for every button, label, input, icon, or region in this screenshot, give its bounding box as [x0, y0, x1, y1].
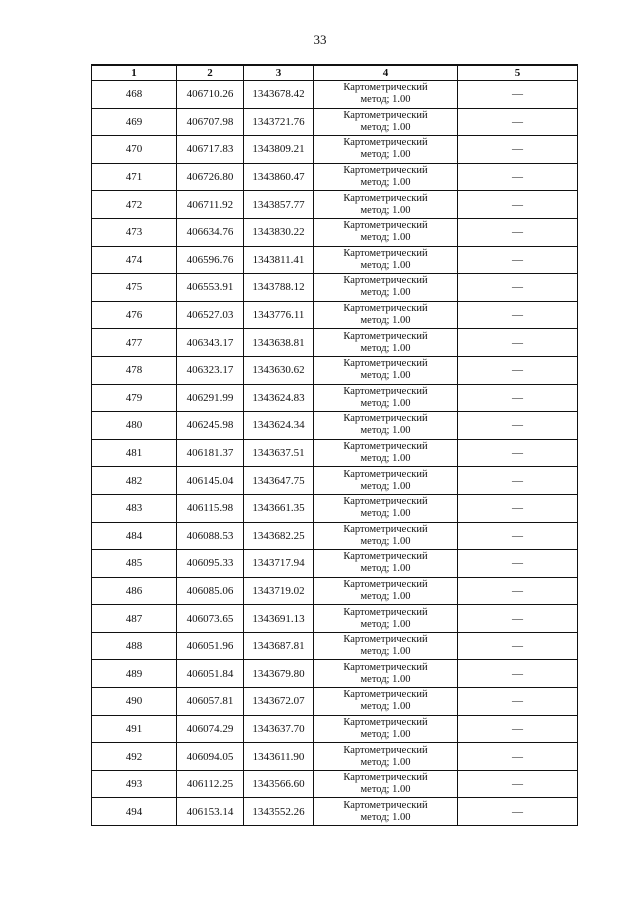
y-coordinate-cell: 1343624.83 [244, 384, 314, 412]
x-coordinate-cell: 406095.33 [177, 550, 244, 578]
column-header-3: 3 [244, 65, 314, 81]
point-number-cell: 486 [92, 577, 177, 605]
method-accuracy: метод; 1.00 [360, 673, 411, 685]
method-cell [314, 522, 458, 550]
method-accuracy: метод; 1.00 [360, 397, 411, 409]
method-name: Картометрический [343, 578, 428, 590]
method-name: Картометрический [343, 634, 428, 646]
note-cell: — [458, 770, 578, 798]
x-coordinate-cell: 406094.05 [177, 743, 244, 771]
method-cell [314, 798, 458, 826]
x-coordinate-cell: 406323.17 [177, 356, 244, 384]
method-cell [314, 632, 458, 660]
y-coordinate-cell: 1343776.11 [244, 301, 314, 329]
point-number-cell: 482 [92, 467, 177, 495]
method-cell [314, 467, 458, 495]
method-name: Картометрический [343, 303, 428, 315]
method-cell [314, 715, 458, 743]
column-header-2: 2 [177, 65, 244, 81]
point-number-cell: 488 [92, 632, 177, 660]
table-row [92, 356, 578, 384]
method-name: Картометрический [343, 192, 428, 204]
y-coordinate-cell: 1343788.12 [244, 274, 314, 302]
method-name: Картометрический [343, 109, 428, 121]
table-row [92, 715, 578, 743]
method-name: Картометрический [343, 247, 428, 259]
point-number-cell: 479 [92, 384, 177, 412]
x-coordinate-cell: 406051.96 [177, 632, 244, 660]
method-accuracy: метод; 1.00 [360, 259, 411, 271]
table-row [92, 522, 578, 550]
y-coordinate-cell: 1343661.35 [244, 494, 314, 522]
x-coordinate-cell: 406073.65 [177, 605, 244, 633]
table-row [92, 218, 578, 246]
x-coordinate-cell: 406153.14 [177, 798, 244, 826]
method-accuracy: метод; 1.00 [360, 756, 411, 768]
note-cell: — [458, 412, 578, 440]
method-accuracy: метод; 1.00 [360, 149, 411, 161]
table-row [92, 191, 578, 219]
method-name: Картометрический [343, 799, 428, 811]
column-header-4: 4 [314, 65, 458, 81]
y-coordinate-cell: 1343647.75 [244, 467, 314, 495]
column-header-1: 1 [92, 65, 177, 81]
y-coordinate-cell: 1343611.90 [244, 743, 314, 771]
note-cell: — [458, 218, 578, 246]
method-cell [314, 660, 458, 688]
x-coordinate-cell: 406707.98 [177, 108, 244, 136]
method-cell [314, 246, 458, 274]
point-number-cell: 480 [92, 412, 177, 440]
method-cell [314, 356, 458, 384]
note-cell: — [458, 439, 578, 467]
point-number-cell: 493 [92, 770, 177, 798]
method-name: Картометрический [343, 220, 428, 232]
table-row [92, 770, 578, 798]
method-accuracy: метод; 1.00 [360, 701, 411, 713]
method-cell [314, 743, 458, 771]
y-coordinate-cell: 1343672.07 [244, 688, 314, 716]
x-coordinate-cell: 406145.04 [177, 467, 244, 495]
note-cell: — [458, 246, 578, 274]
note-cell: — [458, 605, 578, 633]
y-coordinate-cell: 1343721.76 [244, 108, 314, 136]
method-accuracy: метод; 1.00 [360, 232, 411, 244]
note-cell: — [458, 163, 578, 191]
method-cell [314, 191, 458, 219]
point-number-cell: 492 [92, 743, 177, 771]
table-row [92, 743, 578, 771]
method-cell [314, 218, 458, 246]
note-cell: — [458, 577, 578, 605]
table-row [92, 605, 578, 633]
note-cell: — [458, 384, 578, 412]
y-coordinate-cell: 1343637.70 [244, 715, 314, 743]
note-cell: — [458, 81, 578, 109]
y-coordinate-cell: 1343682.25 [244, 522, 314, 550]
point-number-cell: 485 [92, 550, 177, 578]
table-row [92, 577, 578, 605]
method-cell [314, 494, 458, 522]
method-accuracy: метод; 1.00 [360, 508, 411, 520]
note-cell: — [458, 522, 578, 550]
x-coordinate-cell: 406245.98 [177, 412, 244, 440]
x-coordinate-cell: 406057.81 [177, 688, 244, 716]
coordinates-table [91, 64, 578, 826]
point-number-cell: 473 [92, 218, 177, 246]
point-number-cell: 471 [92, 163, 177, 191]
method-accuracy: метод; 1.00 [360, 811, 411, 823]
method-name: Картометрический [343, 716, 428, 728]
method-cell [314, 688, 458, 716]
method-name: Картометрический [343, 551, 428, 563]
x-coordinate-cell: 406527.03 [177, 301, 244, 329]
method-name: Картометрический [343, 385, 428, 397]
point-number-cell: 476 [92, 301, 177, 329]
note-cell: — [458, 798, 578, 826]
note-cell: — [458, 301, 578, 329]
y-coordinate-cell: 1343552.26 [244, 798, 314, 826]
method-accuracy: метод; 1.00 [360, 453, 411, 465]
note-cell: — [458, 632, 578, 660]
point-number-cell: 470 [92, 136, 177, 164]
method-accuracy: метод; 1.00 [360, 370, 411, 382]
x-coordinate-cell: 406711.92 [177, 191, 244, 219]
method-cell [314, 384, 458, 412]
x-coordinate-cell: 406112.25 [177, 770, 244, 798]
table-header-row [92, 65, 578, 81]
method-accuracy: метод; 1.00 [360, 590, 411, 602]
point-number-cell: 481 [92, 439, 177, 467]
note-cell: — [458, 136, 578, 164]
y-coordinate-cell: 1343624.34 [244, 412, 314, 440]
table-row [92, 384, 578, 412]
y-coordinate-cell: 1343566.60 [244, 770, 314, 798]
method-cell [314, 770, 458, 798]
point-number-cell: 478 [92, 356, 177, 384]
page-number: 33 [313, 32, 327, 47]
point-number-cell: 489 [92, 660, 177, 688]
x-coordinate-cell: 406085.06 [177, 577, 244, 605]
point-number-cell: 494 [92, 798, 177, 826]
method-accuracy: метод; 1.00 [360, 563, 411, 575]
method-accuracy: метод; 1.00 [360, 287, 411, 299]
method-name: Картометрический [343, 165, 428, 177]
point-number-cell: 477 [92, 329, 177, 357]
method-cell [314, 439, 458, 467]
note-cell: — [458, 274, 578, 302]
column-header-5: 5 [458, 65, 578, 81]
method-name: Картометрический [343, 358, 428, 370]
table-row [92, 274, 578, 302]
table-row [92, 550, 578, 578]
method-accuracy: метод; 1.00 [360, 784, 411, 796]
table-row [92, 246, 578, 274]
point-number-cell: 484 [92, 522, 177, 550]
table-row [92, 329, 578, 357]
table-row [92, 163, 578, 191]
method-accuracy: метод; 1.00 [360, 342, 411, 354]
table-row [92, 660, 578, 688]
x-coordinate-cell: 406088.53 [177, 522, 244, 550]
method-accuracy: метод; 1.00 [360, 618, 411, 630]
method-accuracy: метод; 1.00 [360, 480, 411, 492]
method-cell [314, 81, 458, 109]
method-name: Картометрический [343, 496, 428, 508]
point-number-cell: 487 [92, 605, 177, 633]
x-coordinate-cell: 406726.80 [177, 163, 244, 191]
method-cell [314, 412, 458, 440]
y-coordinate-cell: 1343678.42 [244, 81, 314, 109]
table-row [92, 136, 578, 164]
note-cell: — [458, 467, 578, 495]
y-coordinate-cell: 1343637.51 [244, 439, 314, 467]
method-accuracy: метод; 1.00 [360, 315, 411, 327]
note-cell: — [458, 108, 578, 136]
method-name: Картометрический [343, 772, 428, 784]
method-name: Картометрический [343, 330, 428, 342]
x-coordinate-cell: 406074.29 [177, 715, 244, 743]
note-cell: — [458, 329, 578, 357]
note-cell: — [458, 743, 578, 771]
method-name: Картометрический [343, 413, 428, 425]
method-cell [314, 301, 458, 329]
x-coordinate-cell: 406596.76 [177, 246, 244, 274]
y-coordinate-cell: 1343811.41 [244, 246, 314, 274]
method-name: Картометрический [343, 689, 428, 701]
point-number-cell: 472 [92, 191, 177, 219]
table-row [92, 467, 578, 495]
y-coordinate-cell: 1343857.77 [244, 191, 314, 219]
table-row [92, 81, 578, 109]
method-cell [314, 274, 458, 302]
point-number-cell: 469 [92, 108, 177, 136]
method-name: Картометрический [343, 606, 428, 618]
method-cell [314, 108, 458, 136]
method-name: Картометрический [343, 468, 428, 480]
note-cell: — [458, 494, 578, 522]
table-row [92, 798, 578, 826]
method-accuracy: метод; 1.00 [360, 425, 411, 437]
table-row [92, 439, 578, 467]
note-cell: — [458, 550, 578, 578]
y-coordinate-cell: 1343830.22 [244, 218, 314, 246]
x-coordinate-cell: 406553.91 [177, 274, 244, 302]
method-accuracy: метод; 1.00 [360, 646, 411, 658]
table-row [92, 301, 578, 329]
point-number-cell: 475 [92, 274, 177, 302]
x-coordinate-cell: 406343.17 [177, 329, 244, 357]
point-number-cell: 483 [92, 494, 177, 522]
note-cell: — [458, 191, 578, 219]
method-cell [314, 550, 458, 578]
method-name: Картометрический [343, 523, 428, 535]
point-number-cell: 468 [92, 81, 177, 109]
note-cell: — [458, 660, 578, 688]
method-name: Картометрический [343, 661, 428, 673]
note-cell: — [458, 356, 578, 384]
method-accuracy: метод; 1.00 [360, 177, 411, 189]
x-coordinate-cell: 406115.98 [177, 494, 244, 522]
note-cell: — [458, 688, 578, 716]
method-accuracy: метод; 1.00 [360, 535, 411, 547]
y-coordinate-cell: 1343860.47 [244, 163, 314, 191]
point-number-cell: 474 [92, 246, 177, 274]
y-coordinate-cell: 1343809.21 [244, 136, 314, 164]
point-number-cell: 490 [92, 688, 177, 716]
method-accuracy: метод; 1.00 [360, 121, 411, 133]
method-cell [314, 329, 458, 357]
method-cell [314, 577, 458, 605]
method-accuracy: метод; 1.00 [360, 728, 411, 740]
method-name: Картометрический [343, 137, 428, 149]
point-number-cell: 491 [92, 715, 177, 743]
table-row [92, 412, 578, 440]
y-coordinate-cell: 1343679.80 [244, 660, 314, 688]
method-cell [314, 605, 458, 633]
y-coordinate-cell: 1343630.62 [244, 356, 314, 384]
method-accuracy: метод; 1.00 [360, 204, 411, 216]
y-coordinate-cell: 1343691.13 [244, 605, 314, 633]
x-coordinate-cell: 406717.83 [177, 136, 244, 164]
table-row [92, 632, 578, 660]
method-name: Картометрический [343, 744, 428, 756]
x-coordinate-cell: 406291.99 [177, 384, 244, 412]
table-row [92, 108, 578, 136]
method-name: Картометрический [343, 441, 428, 453]
x-coordinate-cell: 406181.37 [177, 439, 244, 467]
table-row [92, 494, 578, 522]
y-coordinate-cell: 1343719.02 [244, 577, 314, 605]
table-row [92, 688, 578, 716]
x-coordinate-cell: 406710.26 [177, 81, 244, 109]
method-name: Картометрический [343, 275, 428, 287]
y-coordinate-cell: 1343638.81 [244, 329, 314, 357]
note-cell: — [458, 715, 578, 743]
method-accuracy: метод; 1.00 [360, 94, 411, 106]
method-cell [314, 136, 458, 164]
x-coordinate-cell: 406634.76 [177, 218, 244, 246]
y-coordinate-cell: 1343717.94 [244, 550, 314, 578]
method-name: Картометрический [343, 82, 428, 94]
y-coordinate-cell: 1343687.81 [244, 632, 314, 660]
x-coordinate-cell: 406051.84 [177, 660, 244, 688]
method-cell [314, 163, 458, 191]
